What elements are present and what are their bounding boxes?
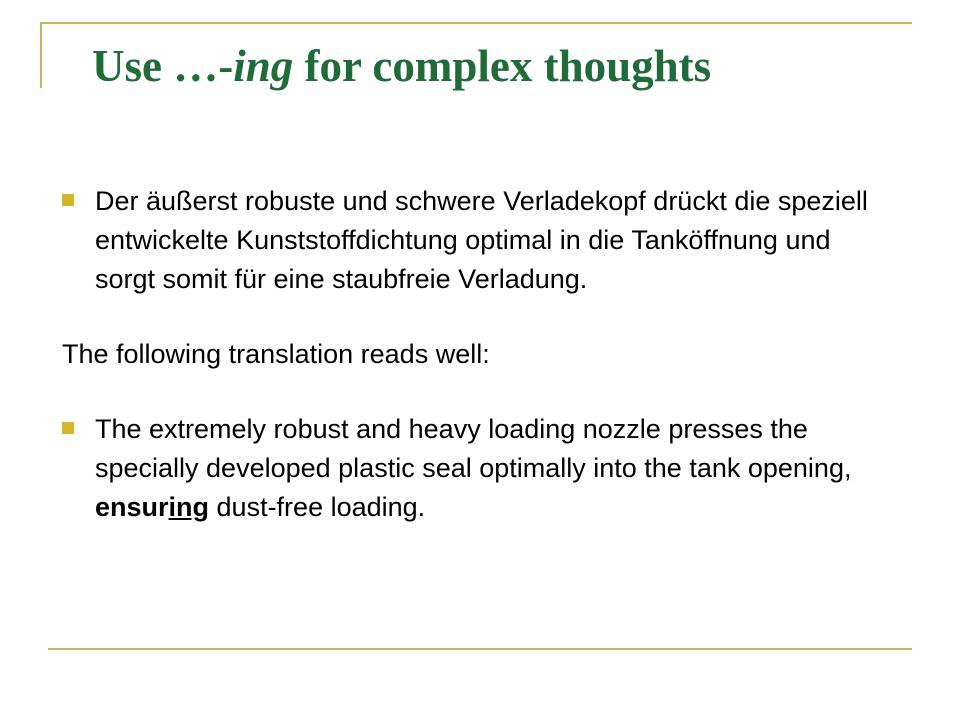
- square-bullet-icon: [62, 422, 74, 434]
- title-prefix: Use …-: [92, 41, 234, 91]
- bullet-english-translation: [62, 410, 892, 527]
- translation-text-after: dust-free loading.: [209, 492, 426, 522]
- slide-body: [62, 182, 892, 527]
- top-decorative-rule: [40, 22, 912, 24]
- translation-text-before: The extremely robust and heavy loading nozzle presses the specially developed plastic seal optimally into the tank opening,: [95, 414, 852, 483]
- title-rest: for complex thoughts: [293, 41, 712, 91]
- german-sentence-text: Der äußerst robuste und schwere Verladekopf drückt die speziell entwickelte Kunststoffdichtung optimal in die Tanköffnung und sorgt somit für eine staubfreie Verladung.: [95, 186, 868, 294]
- translation-intro: The following translation reads well:: [62, 339, 490, 369]
- highlighted-ing-suffix: ing: [168, 492, 210, 522]
- slide-title: [92, 38, 912, 94]
- square-bullet-icon: [62, 194, 74, 206]
- highlighted-word-stem: ensur: [95, 492, 169, 522]
- left-decorative-rule: [40, 22, 42, 88]
- bullet-german-sentence: [62, 182, 892, 299]
- title-italic-suffix: ing: [233, 41, 294, 91]
- bottom-decorative-rule: [48, 648, 912, 650]
